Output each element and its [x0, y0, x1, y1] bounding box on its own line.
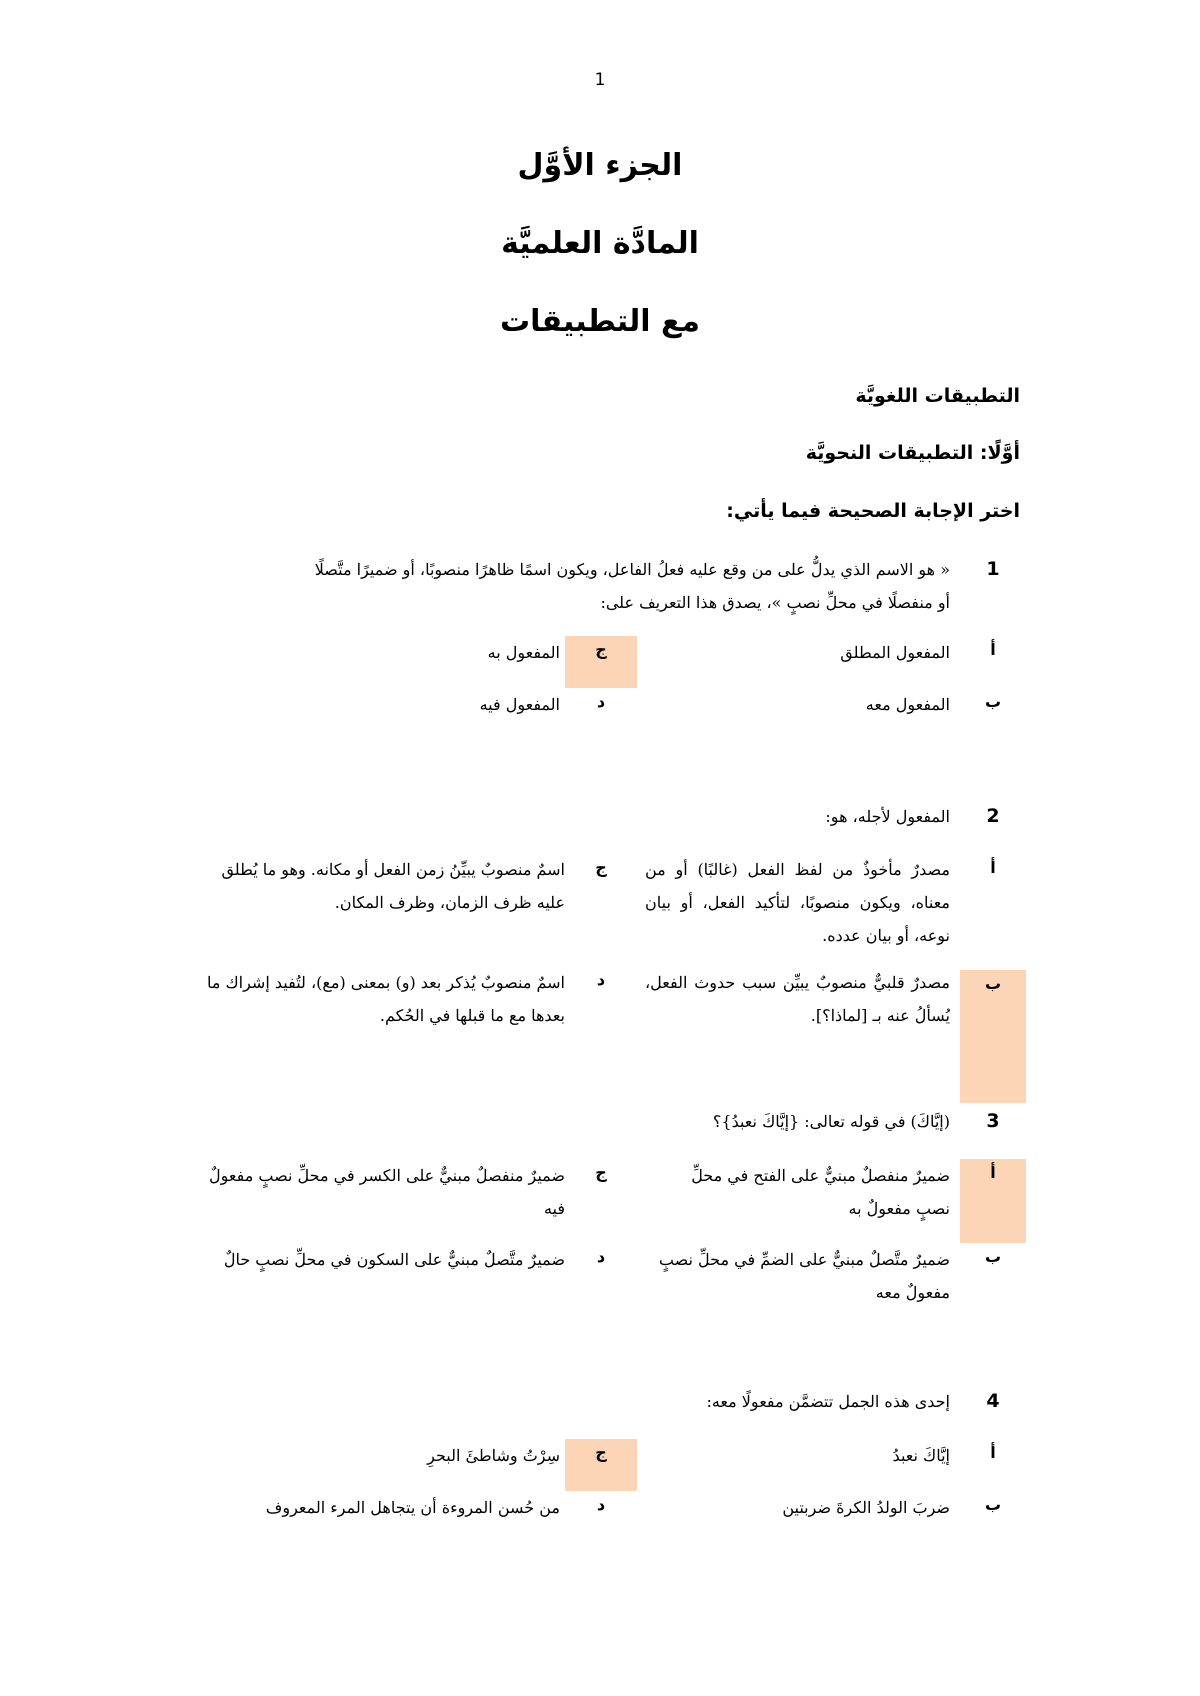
q1-option-d-letter: د [596, 692, 606, 711]
q3-option-a[interactable]: ضميرٌ منفصلٌ مبنيٌّ على الفتح في محلِّ نصبٍ مفعولٌ به [691, 1166, 950, 1218]
q2-option-b[interactable]: مصدرٌ قلبيٌّ منصوبٌ يبيِّن سبب حدوث الفعل، يُسألُ عنه بـ [لماذا؟]. [645, 973, 950, 1025]
question-number-4: 4 [986, 1390, 1000, 1412]
title-scientific-material: المادَّة العلميَّة [501, 226, 699, 261]
question-4-line-1: إحدى هذه الجمل تتضمَّن مفعولًا معه: [706, 1392, 950, 1411]
q2-option-c-letter: ج [595, 858, 607, 877]
q2-option-a-letter: أ [990, 858, 996, 877]
q4-option-b[interactable]: ضربَ الولدُ الكرةَ ضربتين [782, 1498, 950, 1517]
question-1-line-2: أو منفصلًا في محلِّ نصبٍ »، يصدق هذا التعريف على: [600, 593, 950, 612]
q4-option-d[interactable]: من حُسن المروءة أن يتجاهل المرء المعروف [265, 1498, 560, 1517]
page-number: 1 [594, 70, 606, 90]
question-4-text [180, 1385, 950, 1418]
q2-option-b-letter: ب [960, 970, 1026, 1103]
q1-option-d[interactable]: المفعول فيه [479, 695, 560, 714]
q3-option-d-letter: د [596, 1247, 606, 1266]
q3-option-b-letter: ب [984, 1247, 1002, 1266]
q3-option-b[interactable]: ضميرٌ متَّصلٌ مبنيٌّ على الضمِّ في محلِّ نصبٍ مفعولٌ معه [658, 1250, 950, 1302]
heading-grammar-applications: أوَّلًا: التطبيقات النحويَّة [805, 442, 1020, 464]
question-1-text [180, 553, 950, 619]
q4-option-c-letter: ج [565, 1439, 637, 1491]
heading-linguistic-applications: التطبيقات اللغويَّة [855, 385, 1020, 407]
q4-option-d-letter: د [596, 1495, 606, 1514]
question-1-line-1: « هو الاسم الذي يدلُّ على من وقع عليه فعلُ الفاعل، ويكون اسمًا ظاهرًا منصوبًا، أو ضميرًا متَّصلًا [314, 560, 950, 579]
q4-option-a-letter: أ [990, 1443, 996, 1462]
question-3-line-1: (إيَّاكَ) في قوله تعالى: {إيَّاكَ نعبدُ}؟ [712, 1112, 950, 1131]
question-number-2: 2 [986, 805, 1000, 827]
q4-option-a[interactable]: إيَّاكَ نعبدُ [892, 1446, 950, 1465]
question-number-3: 3 [986, 1110, 1000, 1132]
q3-option-d[interactable]: ضميرٌ متَّصلٌ مبنيٌّ على السكون في محلِّ نصبٍ حالٌ [223, 1250, 565, 1269]
q1-option-b[interactable]: المفعول معه [865, 695, 950, 714]
q1-option-c-letter: ج [565, 636, 637, 688]
question-2-text [180, 800, 950, 833]
q3-option-c[interactable]: ضميرٌ منفصلٌ مبنيٌّ على الكسر في محلِّ نصبٍ مفعولٌ فيه [209, 1166, 565, 1218]
q3-option-c-letter: ج [595, 1163, 607, 1182]
q2-option-d[interactable]: اسمٌ منصوبٌ يُذكر بعد (و) بمعنى (مع)، لتُفيد إشراك ما بعدها مع ما قبلها في الحُكم. [206, 973, 565, 1025]
q1-option-a-letter: أ [990, 640, 996, 659]
q1-option-a[interactable]: المفعول المطلق [840, 643, 950, 662]
q4-option-c[interactable]: سِرْتُ وشاطئَ البحرِ [427, 1446, 560, 1465]
q4-option-b-letter: ب [984, 1495, 1002, 1514]
q3-option-a-letter: أ [960, 1159, 1026, 1243]
question-2-line-1: المفعول لأجله، هو: [825, 807, 950, 826]
q2-option-a[interactable]: مصدرٌ مأخوذٌ من لفظ الفعل (غالبًا) أو من معناه، ويكون منصوبًا، لتأكيد الفعل، أو بيان نوعه، أو بيان عدده. [645, 860, 950, 945]
title-part-one: الجزء الأوَّل [517, 148, 683, 183]
q2-option-d-letter: د [596, 970, 606, 989]
heading-instruction: اختر الإجابة الصحيحة فيما يأتي: [726, 500, 1020, 522]
title-with-applications: مع التطبيقات [499, 304, 701, 339]
q1-option-b-letter: ب [984, 692, 1002, 711]
q2-option-c[interactable]: اسمٌ منصوبٌ يبيِّنُ زمن الفعل أو مكانه. وهو ما يُطلق عليه ظرف الزمان، وظرف المكان. [221, 860, 565, 912]
question-3-text [180, 1105, 950, 1138]
question-number-1: 1 [986, 558, 1000, 580]
q1-option-c[interactable]: المفعول به [487, 643, 560, 662]
